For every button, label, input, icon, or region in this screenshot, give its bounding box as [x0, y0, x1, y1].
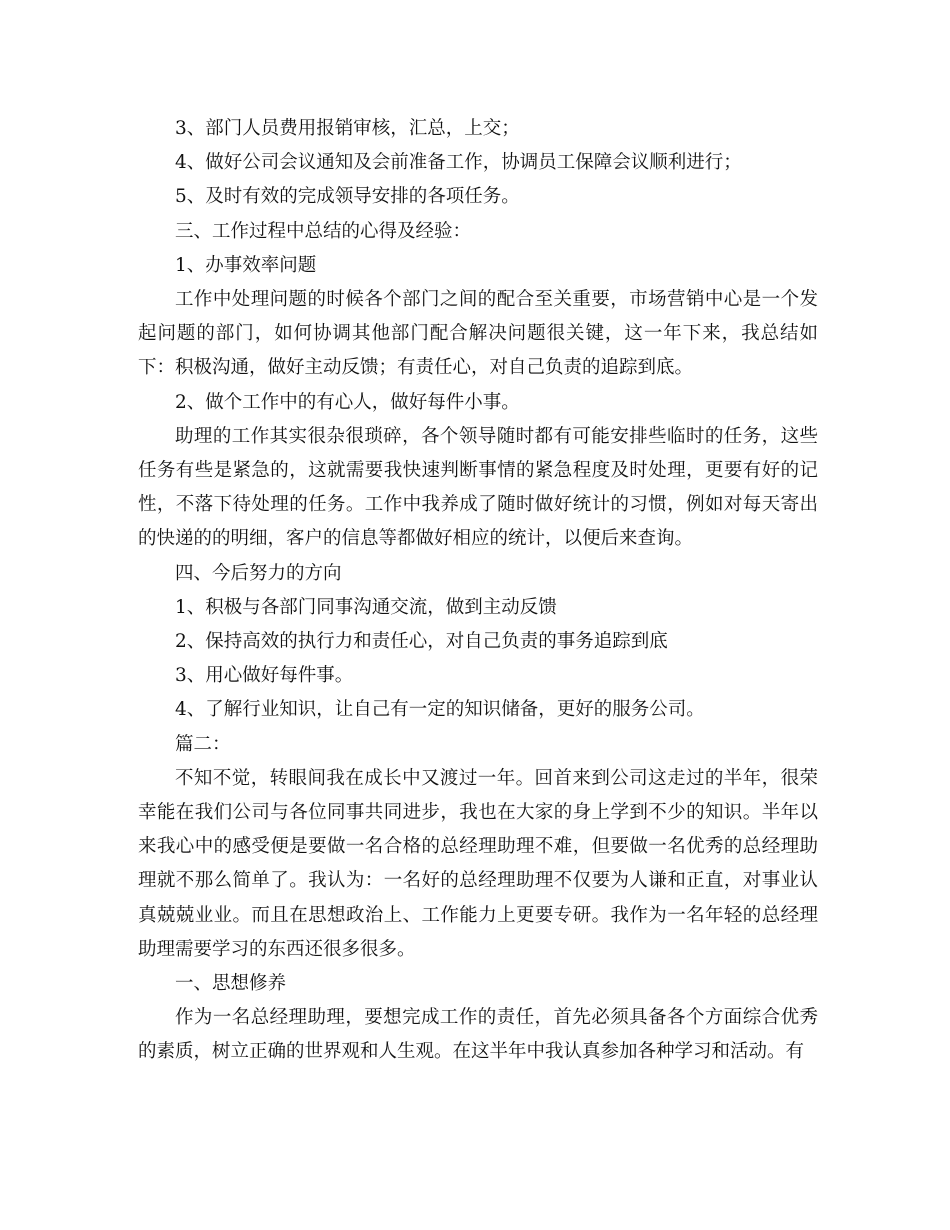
list-item-industry-knowledge: 4、了解行业知识，让自己有一定的知识储备，更好的服务公司。	[175, 699, 705, 721]
paragraph-meeting-notice: 4、做好公司会议通知及会前准备工作，协调员工保障会议顺利进行；	[175, 152, 742, 174]
section-heading-experience: 三、工作过程中总结的心得及经验：	[175, 220, 472, 242]
paragraph-complete-tasks: 5、及时有效的完成领导安排的各项任务。	[175, 186, 520, 208]
section-heading-ideology: 一、思想修养	[175, 973, 287, 995]
subheading-efficiency: 1、办事效率问题	[175, 254, 317, 276]
paragraph-efficiency-body: 工作中处理问题的时候各个部门之间的配合至关重要，市场营销中心是一个发起问题的部门，如何协调其他部门配合解决问题很关键，这一年下来，我总结如下：积极沟通，做好主动反馈；有责任心，对自己负责的追踪到底。	[138, 289, 818, 379]
list-item-every-task: 3、用心做好每件事。	[175, 665, 354, 687]
paragraph-part-two-intro: 不知不觉，转眼间我在成长中又渡过一年。回首来到公司这走过的半年，很荣幸能在我们公司与各位同事共同进步，我也在大家的身上学到不少的知识。半年以来我心中的感受便是要做一名合格的总经理助理不难，但要做一名优秀的总经理助理就不那么简单了。我认为：一名好的总经理助理不仅要为人谦和正直，对事业认真兢兢业业。而且在思想政治上、工作能力上更要专研。我作为一名年轻的总经理助理需要学习的东西还很多很多。	[138, 767, 818, 960]
list-item-execution: 2、保持高效的执行力和责任心，对自己负责的事务追踪到底	[175, 631, 668, 653]
part-two-heading: 篇二：	[175, 733, 231, 755]
list-item-communicate: 1、积极与各部门同事沟通交流，做到主动反馈	[175, 596, 557, 618]
paragraph-assistant-work-body: 助理的工作其实很杂很琐碎，各个领导随时都有可能安排些临时的任务，这些任务有些是紧急的，这就需要我快速判断事情的紧急程度及时处理，更要有好的记性，不落下待处理的任务。工作中我养成了随时做好统计的习惯，例如对每天寄出的快递的的明细，客户的信息等都做好相应的统计，以便后来查询。	[138, 425, 818, 550]
paragraph-ideology-body: 作为一名总经理助理，要想完成工作的责任，首先必须具备各个方面综合优秀的素质，树立正确的世界观和人生观。在这半年中我认真参加各种学习和活动。有	[138, 1007, 818, 1063]
section-heading-future-direction: 四、今后努力的方向	[175, 562, 342, 584]
subheading-attentive-worker: 2、做个工作中的有心人，做好每件小事。	[175, 391, 520, 413]
paragraph-expense-review: 3、部门人员费用报销审核，汇总，上交；	[175, 118, 520, 139]
document-body	[138, 112, 818, 1070]
